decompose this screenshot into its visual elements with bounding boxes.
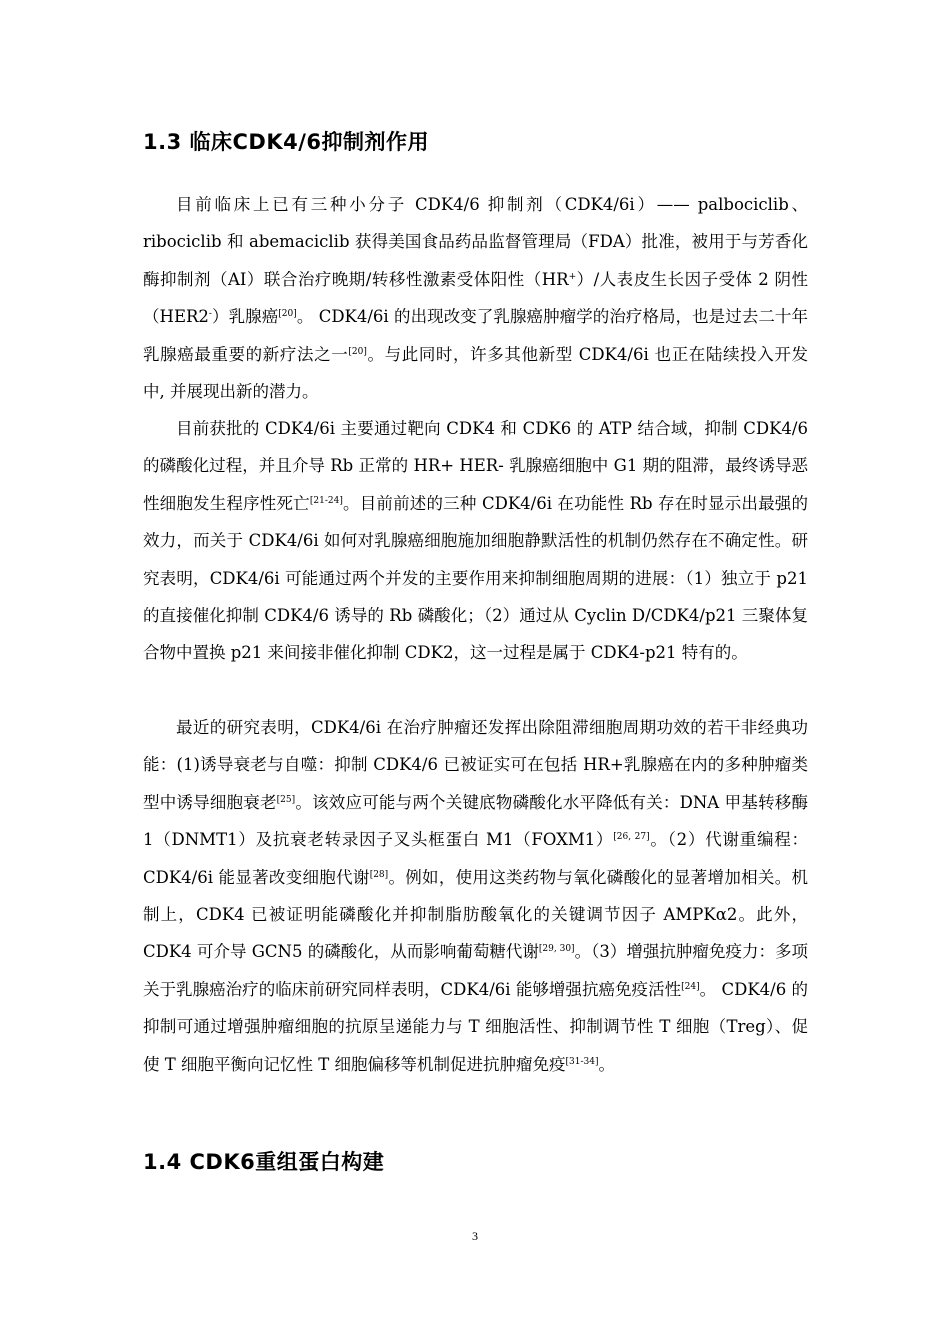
- text-run: 。该效应可能与两个关键底物磷酸化水平降低有关：DNA 甲基转移酶 1（DNMT1）及抗衰老转录因子叉头框蛋白 M1（FOXM1）: [143, 792, 809, 850]
- page-number: 3: [472, 1229, 478, 1243]
- citation-superscript: [24]: [681, 981, 700, 992]
- citation-superscript: [31-34]: [565, 1056, 599, 1067]
- text-run: ）/人表皮生长因子受体 2 阴性（HER2: [143, 269, 808, 327]
- citation-superscript: [25]: [276, 794, 296, 805]
- paragraph-cdk46-inhibitors-approved: [143, 186, 808, 410]
- citation-superscript: [20]: [278, 309, 297, 320]
- paragraph-cdk46-mechanism: [143, 410, 808, 672]
- citation-superscript: -: [208, 309, 212, 320]
- citation-superscript: +: [568, 271, 577, 282]
- text-run: 最近的研究表明，CDK4/6i 在治疗肿瘤还发挥出除阻滞细胞周期功效的若干非经典功能：(1)诱导衰老与自噬：抑制 CDK4/6 已被证实可在包括 HR+乳腺癌在内的多种肿瘤类型中诱导细胞衰老: [143, 718, 808, 812]
- text-run: 目前临床上已有三种小分子 CDK4/6 抑制剂（CDK4/6i）—— palbociclib、ribociclib 和 abemaciclib 获得美国食品药品监督管理局（FDA）批准，被用于与芳香化酶抑制剂（AI）联合治疗晚期/转移性激素受体阳性（HR: [143, 195, 808, 289]
- citation-superscript: [20]: [348, 346, 367, 357]
- text-run: 。与此同时，许多其他新型 CDK4/6i 也正在陆续投入开发中, 并展现出新的潜力。: [143, 344, 808, 402]
- text-run: 。例如，使用这类药物与氧化磷酸化的显著增加相关。机制上，CDK4 已被证明能磷酸化并抑制脂肪酸氧化的关键调节因子 AMPKα2。此外，CDK4 可介导 GCN5 的磷酸化，从而影响葡萄糖代谢: [143, 867, 808, 962]
- paragraph-noncanonical-functions: [143, 709, 808, 1083]
- citation-superscript: [26, 27]: [613, 832, 650, 843]
- section-heading-1-3: 1.3 临床CDK4/6抑制剂作用: [143, 130, 430, 154]
- text-run: 。 CDK4/6i 的出现改变了乳腺癌肿瘤学的治疗格局，也是过去二十年乳腺癌最重要的新疗法之一: [143, 307, 808, 364]
- citation-superscript: [28]: [369, 869, 389, 880]
- text-run: 。 CDK4/6 的抑制可通过增强肿瘤细胞的抗原呈递能力与 T 细胞活性、抑制调节性 T 细胞（Treg）、促使 T 细胞平衡向记忆性 T 细胞偏移等机制促进抗肿瘤免疫: [143, 979, 808, 1074]
- section-heading-1-4: 1.4 CDK6重组蛋白构建: [143, 1150, 385, 1174]
- text-run: 。（2）代谢重编程：CDK4/6i 能显著改变细胞代谢: [143, 830, 808, 887]
- text-run: 。: [598, 1054, 615, 1074]
- text-run: 目前获批的 CDK4/6i 主要通过靶向 CDK4 和 CDK6 的 ATP 结合域，抑制 CDK4/6 的磷酸化过程，并且介导 Rb 正常的 HR+ HER- 乳腺癌细胞中 G1 期的阻滞，最终诱导恶性细胞发生程序性死亡: [143, 419, 808, 513]
- citation-superscript: [21-24]: [309, 495, 343, 506]
- citation-superscript: [29, 30]: [538, 944, 575, 955]
- text-run: 。（3）增强抗肿瘤免疫力：多项关于乳腺癌治疗的临床前研究同样表明，CDK4/6i 能够增强抗癌免疫活性: [143, 942, 809, 999]
- text-run: 。目前前述的三种 CDK4/6i 在功能性 Rb 存在时显示出最强的效力，而关于 CDK4/6i 如何对乳腺癌细胞施加细胞静默活性的机制仍然存在不确定性。研究表明，CDK4/6i 可能通过两个并发的主要作用来抑制细胞周期的进展：（1）独立于 p21 的直接催化抑制 CDK4/6 诱导的 Rb 磷酸化；（2）通过从 Cyclin D/CDK4/p21 三聚体复合物中置换 p21 来间接非催化抑制 CDK2，这一过程是属于 CDK4-p21 特有的。: [143, 493, 808, 663]
- text-run: ）乳腺癌: [211, 307, 279, 327]
